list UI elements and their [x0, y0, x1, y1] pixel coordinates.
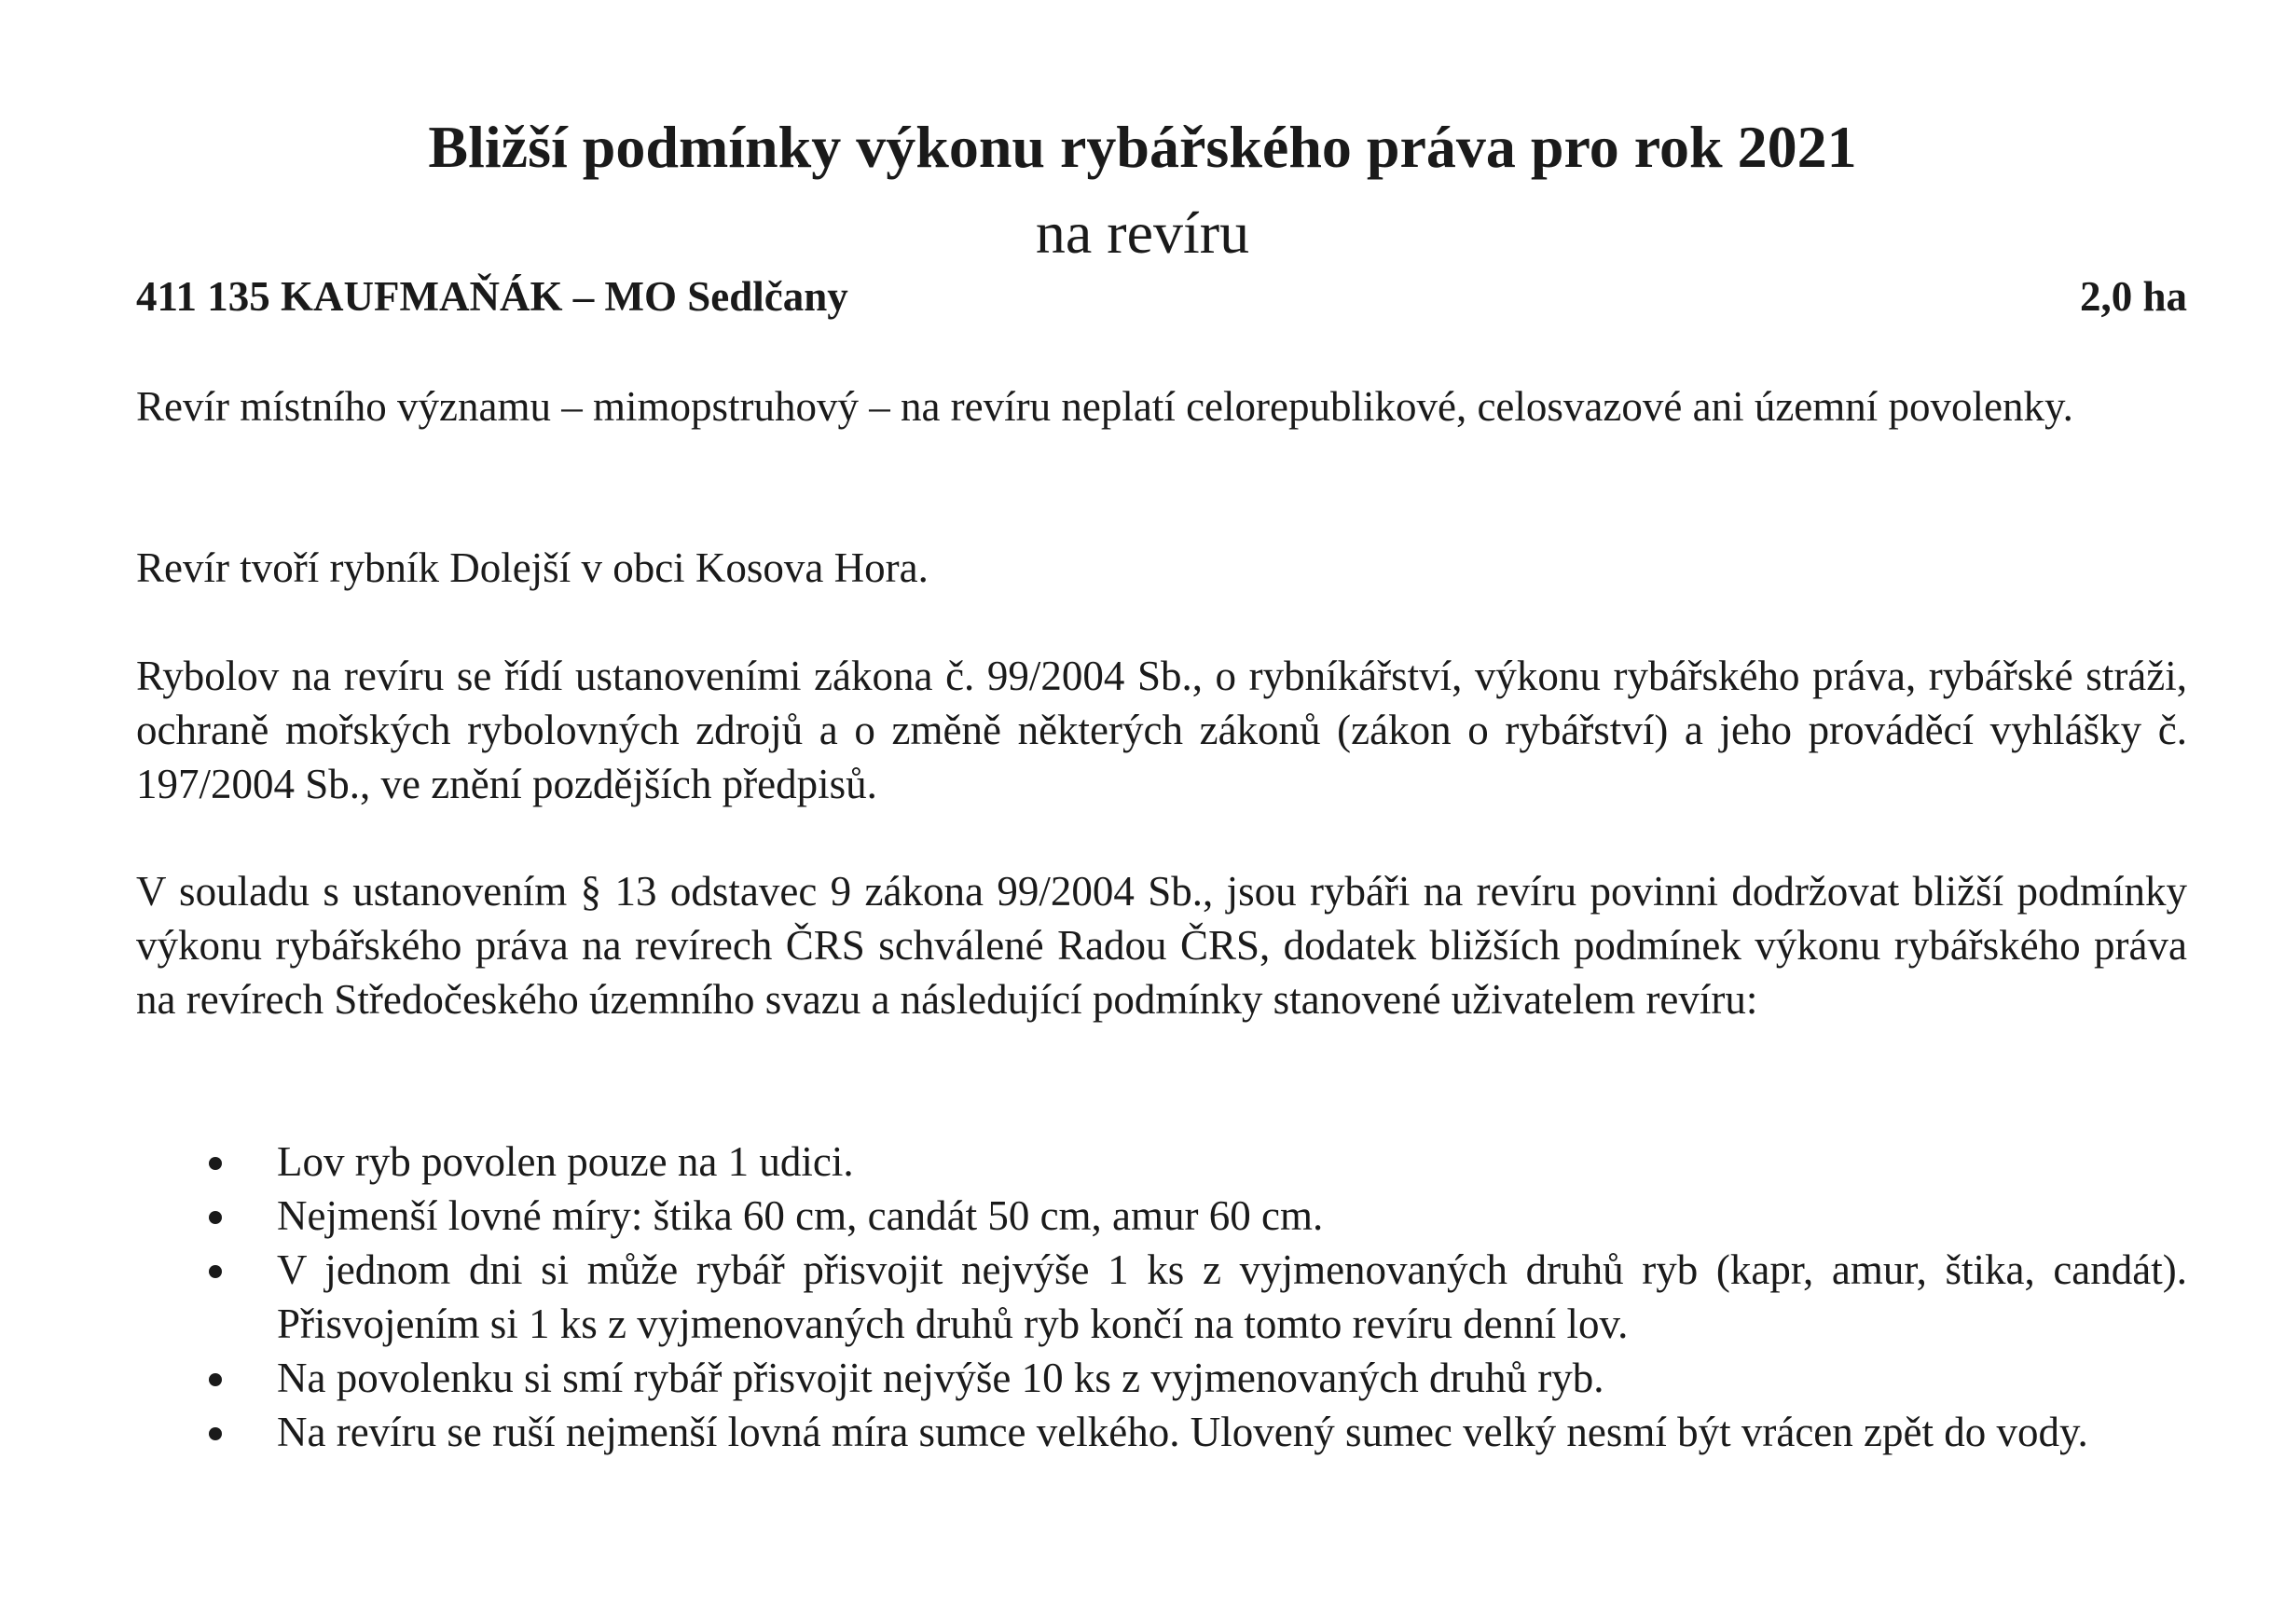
list-item-text: V jednom dni si může rybář přisvojit nejvýše 1 ks z vyjmenovaných druhů ryb (kapr, amur, štika, candát). Přisvojením si 1 ks z vyjmenovaných druhů ryb končí na tomto revíru denní lov.: [277, 1246, 2187, 1347]
list-item-text: Na revíru se ruší nejmenší lovná míra sumce velkého. Ulovený sumec velký nesmí být vrácen zpět do vody.: [277, 1409, 2088, 1455]
bullet-icon: [209, 1373, 222, 1386]
list-item-text: Na povolenku si smí rybář přisvojit nejvýše 10 ks z vyjmenovaných druhů ryb.: [277, 1355, 1604, 1401]
list-item: [136, 1189, 2187, 1243]
bullet-icon: [209, 1157, 222, 1170]
document-subtitle: na revíru: [1035, 200, 1250, 266]
list-item-text: Lov ryb povolen pouze na 1 udici.: [277, 1138, 854, 1185]
bullet-icon: [209, 1265, 222, 1278]
paragraph-revir-type: Revír místního významu – mimopstruhový – na revíru neplatí celorepublikové, celosvazové ani územní povolenky.: [136, 383, 2073, 430]
bullet-icon: [209, 1211, 222, 1224]
list-item: [136, 1243, 2187, 1351]
revir-area: 2,0 ha: [2079, 273, 2187, 320]
paragraph-legal-basis: Rybolov na revíru se řídí ustanoveními zákona č. 99/2004 Sb., o rybníkářství, výkonu rybářského práva, rybářské stráži, ochraně mořských rybolovných zdrojů a o změně některých zákonů (zákon o rybářství) a jeho prováděcí vyhlášky č. 197/2004 Sb., ve znění pozdějších předpisů.: [136, 653, 2187, 807]
list-item: [136, 1351, 2187, 1405]
revir-name: 411 135 KAUFMAŇÁK – MO Sedlčany: [136, 273, 848, 320]
conditions-list: [136, 1135, 2187, 1459]
list-item: [136, 1405, 2187, 1459]
document-title: Bližší podmínky výkonu rybářského práva pro rok 2021: [428, 114, 1857, 180]
paragraph-conditions-intro: V souladu s ustanovením § 13 odstavec 9 zákona 99/2004 Sb., jsou rybáři na revíru povinni dodržovat bližší podmínky výkonu rybářského práva na revírech ČRS schválené Radou ČRS, dodatek bližších podmínek výkonu rybářského práva na revírech Středočeského územního svazu a následující podmínky stanovené uživatelem revíru:: [136, 868, 2187, 1023]
bullet-icon: [209, 1427, 222, 1440]
paragraph-revir-location: Revír tvoří rybník Dolejší v obci Kosova Hora.: [136, 544, 929, 591]
list-item-text: Nejmenší lovné míry: štika 60 cm, candát 50 cm, amur 60 cm.: [277, 1192, 1324, 1239]
list-item: [136, 1135, 2187, 1189]
